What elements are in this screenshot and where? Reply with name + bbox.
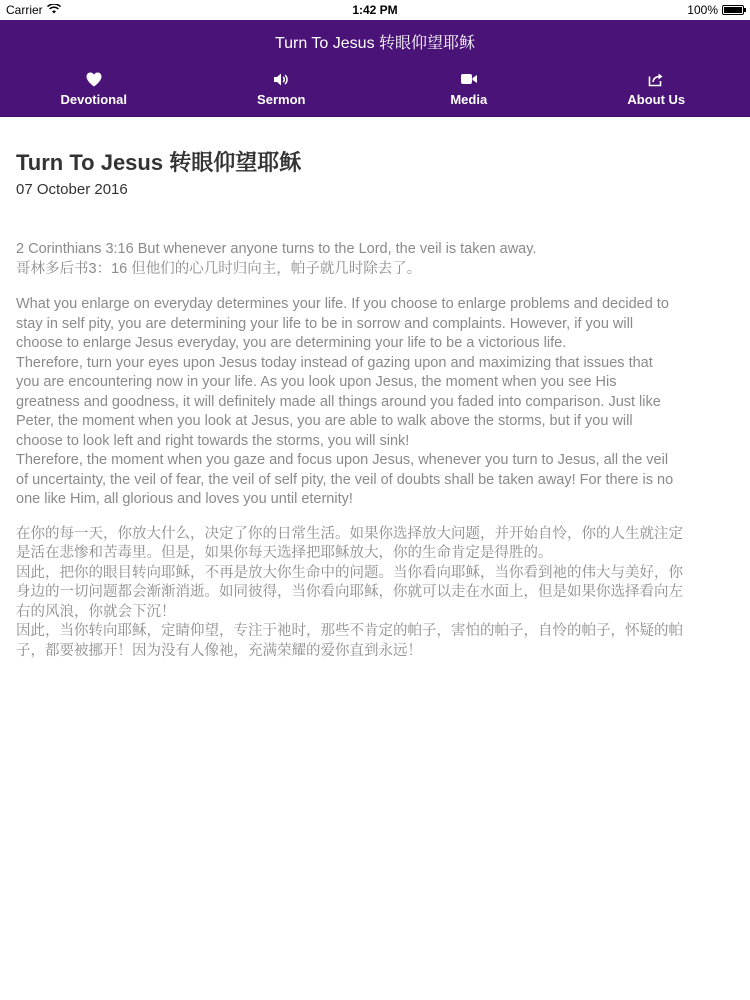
- tab-label: Sermon: [257, 92, 306, 107]
- text-line: 因此，把你的眼目转向耶稣，不再是放大你生命中的问题。当你看向耶稣，当你看到祂的伟大与美好，你: [16, 564, 683, 581]
- body-chinese: [16, 525, 736, 662]
- text-line: one like Him, all glorious and loves you until eternity!: [16, 491, 353, 507]
- battery-percent: 100%: [687, 3, 718, 17]
- body-english: [16, 295, 736, 510]
- text-line: 子，都要被挪开！因为没有人像祂，充满荣耀的爱你直到永远！: [16, 642, 422, 659]
- text-line: choose to look left and right towards the storms, you will sink!: [16, 432, 410, 449]
- text-line: 因此，当你转向耶稣，定睛仰望，专注于祂时，那些不肯定的帕子，害怕的帕子，自怜的帕子，怀疑的帕: [16, 623, 683, 639]
- text-line: 在你的每一天，你放大什么，决定了你的日常生活。如果你选择放大问题，并开始自怜，你的人生就注定: [16, 525, 683, 542]
- tab-sermon[interactable]: [188, 62, 376, 116]
- tab-media[interactable]: [375, 62, 563, 116]
- tab-devotional[interactable]: [0, 62, 188, 116]
- status-time: 1:42 PM: [352, 3, 398, 17]
- text-line: stay in self pity, you are determining your life to be in sorrow and complaints. However, if you will: [16, 315, 634, 332]
- text-line: 身边的一切问题都会渐渐消逝。如同彼得，当你看向耶稣，你就可以走在水面上，但是如果你选择看向左: [16, 584, 683, 600]
- app-header: [0, 20, 750, 62]
- verse-english: 2 Corinthians 3:16 But whenever anyone turns to the Lord, the veil is taken away.: [16, 241, 537, 257]
- text-line: of uncertainty, the veil of fear, the veil of self pity, the veil of doubts shall be taken away! For there is no: [16, 471, 674, 488]
- text-line: Therefore, turn your eyes upon Jesus today instead of gazing upon and maximizing that issues that: [16, 354, 653, 371]
- text-line: 右的风浪，你就会下沉！: [16, 603, 176, 620]
- tab-bar: [0, 62, 750, 117]
- tab-about-us[interactable]: [563, 62, 750, 116]
- text-line: Therefore, the moment when you gaze and focus upon Jesus, whenever you turn to Jesus, all the veil: [16, 452, 669, 468]
- text-line: 是活在悲惨和苦毒里。但是，如果你每天选择把耶稣放大，你的生命肯定是得胜的。: [16, 545, 553, 561]
- text-line: Peter, the moment when you look at Jesus, you are able to walk above the storms, but if you will: [16, 413, 633, 429]
- app-title: Turn To Jesus 转眼仰望耶稣: [274, 34, 476, 52]
- tab-label: Media: [450, 92, 488, 107]
- share-icon: [648, 71, 664, 87]
- speaker-icon: [273, 71, 289, 87]
- tab-label: Devotional: [60, 92, 127, 107]
- carrier-label: Carrier: [6, 3, 43, 17]
- text-line: greatness and goodness, it will definitely made all things around you faded into comparison. Just like: [16, 393, 661, 410]
- article-title: Turn To Jesus 转眼仰望耶稣: [16, 150, 302, 175]
- battery-icon: [722, 5, 744, 15]
- article-date: 07 October 2016: [16, 181, 128, 198]
- video-camera-icon: [460, 71, 478, 87]
- verse-chinese: 哥林多后书3：16 但他们的心几时归向主，帕子就几时除去了。: [16, 260, 422, 277]
- text-line: choose to enlarge Jesus everyday, you are determining your life to be a victorious life.: [16, 335, 567, 351]
- status-bar: [0, 0, 750, 20]
- text-line: you are encountering now in your life. As you look upon Jesus, the moment when you see His: [16, 374, 617, 390]
- article: [16, 148, 736, 661]
- tab-label: About Us: [627, 92, 686, 107]
- text-line: What you enlarge on everyday determines your life. If you choose to enlarge problems and decided to: [16, 296, 669, 312]
- scripture-verse: [16, 240, 736, 279]
- battery-info: [687, 3, 744, 17]
- heart-icon: [86, 71, 102, 87]
